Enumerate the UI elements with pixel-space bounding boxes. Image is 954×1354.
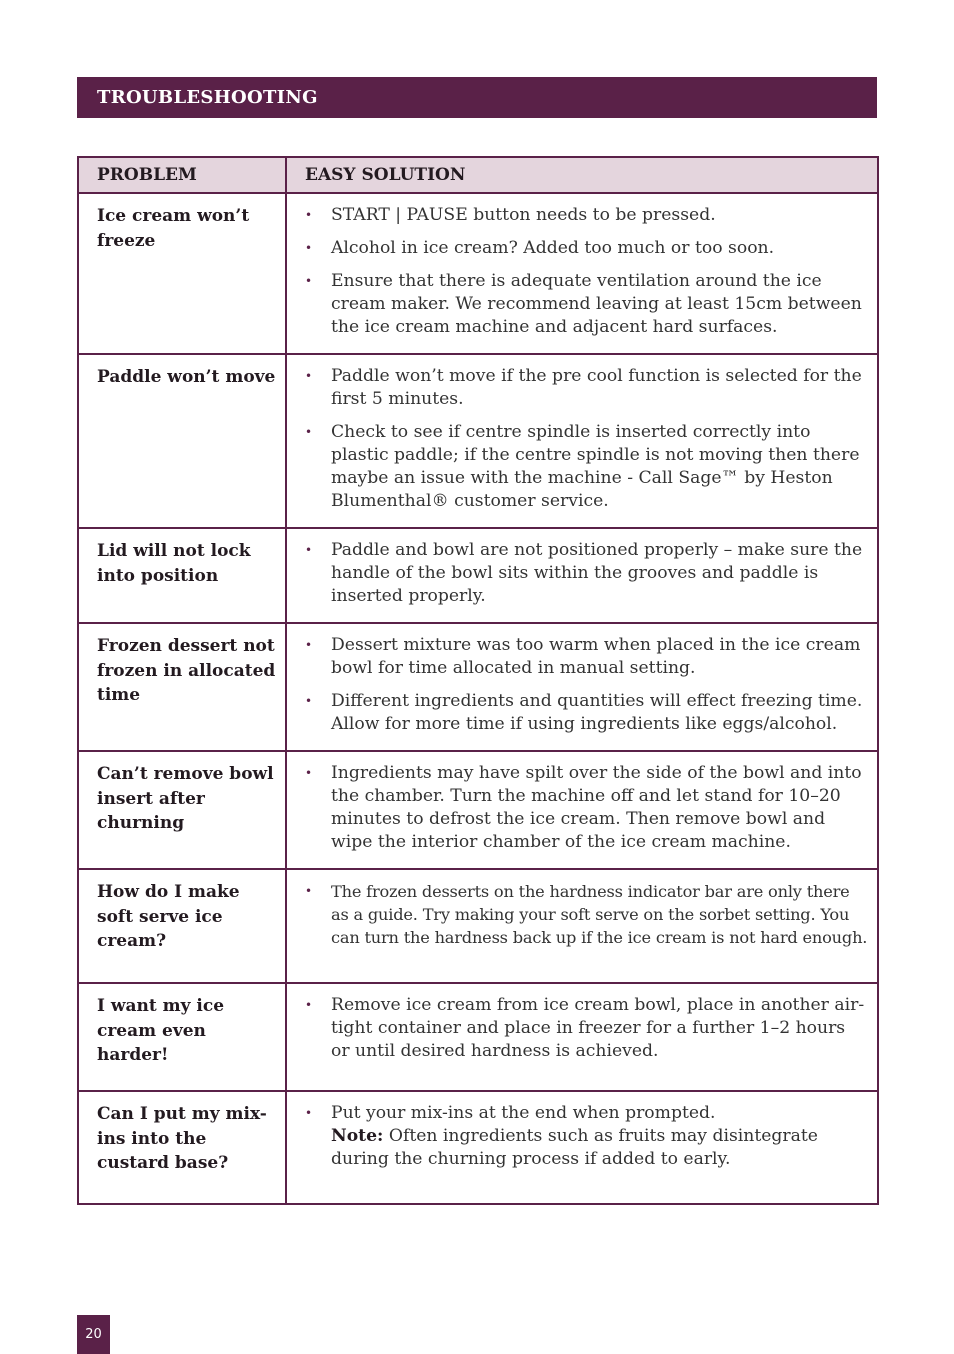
- bullet-icon: •: [305, 694, 313, 708]
- solution-item: • Ensure that there is adequate ventilation around the ice cream maker. We recommend leaving at least 15cm between the ice cream machine and adjacent hard surfaces.: [305, 271, 862, 337]
- solution-item: • Paddle won’t move if the pre cool function is selected for the first 5 minutes.: [305, 366, 862, 409]
- table-row: [78, 869, 878, 983]
- solution-cell: [286, 193, 878, 354]
- problem-cell: I want my ice cream even harder!: [78, 983, 286, 1091]
- problem-cell: Ice cream won’t freeze: [78, 193, 286, 354]
- section-title: TROUBLESHOOTING: [97, 87, 318, 108]
- solution-item: • Paddle and bowl are not positioned properly – make sure the handle of the bowl sits within the grooves and paddle is inserted properly.: [305, 540, 863, 606]
- bullet-icon: •: [305, 274, 313, 288]
- bullet-icon: •: [305, 638, 313, 652]
- bullet-icon: •: [305, 425, 313, 439]
- problem-cell: How do I make soft serve ice cream?: [78, 869, 286, 983]
- table-row: [78, 528, 878, 623]
- solution-cell: [286, 751, 878, 869]
- bullet-icon: •: [305, 241, 313, 255]
- troubleshooting-table: [77, 156, 879, 1205]
- solution-item: • Alcohol in ice cream? Added too much or too soon.: [305, 238, 775, 258]
- table-row: [78, 1091, 878, 1204]
- solution-cell: [286, 983, 878, 1091]
- table-row: [78, 751, 878, 869]
- problem-column-header: PROBLEM: [78, 157, 286, 193]
- bullet-icon: •: [305, 208, 313, 222]
- bullet-icon: •: [305, 543, 313, 557]
- table-row: [78, 983, 878, 1091]
- table-row: [78, 193, 878, 354]
- problem-cell: Paddle won’t move: [78, 354, 286, 528]
- solution-item: • Put your mix-ins at the end when prompted. Note: Often ingredients such as fruits may disintegrate during the churning process if added to early.: [305, 1102, 869, 1171]
- solution-item: • The frozen desserts on the hardness indicator bar are only there as a guide. Try making your soft serve on the sorbet setting. You can turn the hardness back up if the ice cream is not hard enough.: [305, 882, 868, 947]
- solution-item: • START | PAUSE button needs to be pressed.: [305, 205, 716, 225]
- page-number: 20: [77, 1315, 110, 1354]
- solution-item: • Dessert mixture was too warm when placed in the ice cream bowl for time allocated in manual setting.: [305, 635, 861, 678]
- note-text: Often ingredients such as fruits may disintegrate during the churning process if added to early.: [331, 1126, 818, 1169]
- solution-cell: [286, 528, 878, 623]
- solution-cell: [286, 354, 878, 528]
- problem-cell: Lid will not lock into position: [78, 528, 286, 623]
- solution-item: • Ingredients may have spilt over the side of the bowl and into the chamber. Turn the machine off and let stand for 10–20 minutes to defrost the ice cream. Then remove bowl and wipe the interior chamber of the ice cream machine.: [305, 763, 862, 852]
- problem-cell: Can I put my mix-ins into the custard base?: [78, 1091, 286, 1204]
- bullet-icon: •: [305, 1106, 313, 1120]
- solution-item: • Different ingredients and quantities will effect freezing time. Allow for more time if using ingredients like eggs/alcohol.: [305, 691, 863, 734]
- note-line: [331, 1125, 869, 1171]
- section-title-bar: [77, 77, 877, 118]
- solution-column-header: EASY SOLUTION: [286, 157, 878, 193]
- solution-cell: [286, 623, 878, 751]
- solution-cell: [286, 1091, 878, 1204]
- problem-cell: Frozen dessert not frozen in allocated time: [78, 623, 286, 751]
- bullet-icon: •: [305, 998, 313, 1012]
- table-row: [78, 354, 878, 528]
- table-header-row: [78, 157, 878, 193]
- solution-item: • Check to see if centre spindle is inserted correctly into plastic paddle; if the centre spindle is not moving then there maybe an issue with the machine - Call Sage™ by Heston Blumenthal® customer service.: [305, 422, 860, 511]
- note-label: Note:: [331, 1126, 384, 1146]
- problem-cell: Can’t remove bowl insert after churning: [78, 751, 286, 869]
- solution-item: • Remove ice cream from ice cream bowl, place in another air-tight container and place in freezer for a further 1–2 hours or until desired hardness is achieved.: [305, 995, 865, 1061]
- bullet-icon: •: [305, 884, 312, 898]
- table-row: [78, 623, 878, 751]
- bullet-icon: •: [305, 369, 313, 383]
- bullet-icon: •: [305, 766, 313, 780]
- solution-cell: [286, 869, 878, 983]
